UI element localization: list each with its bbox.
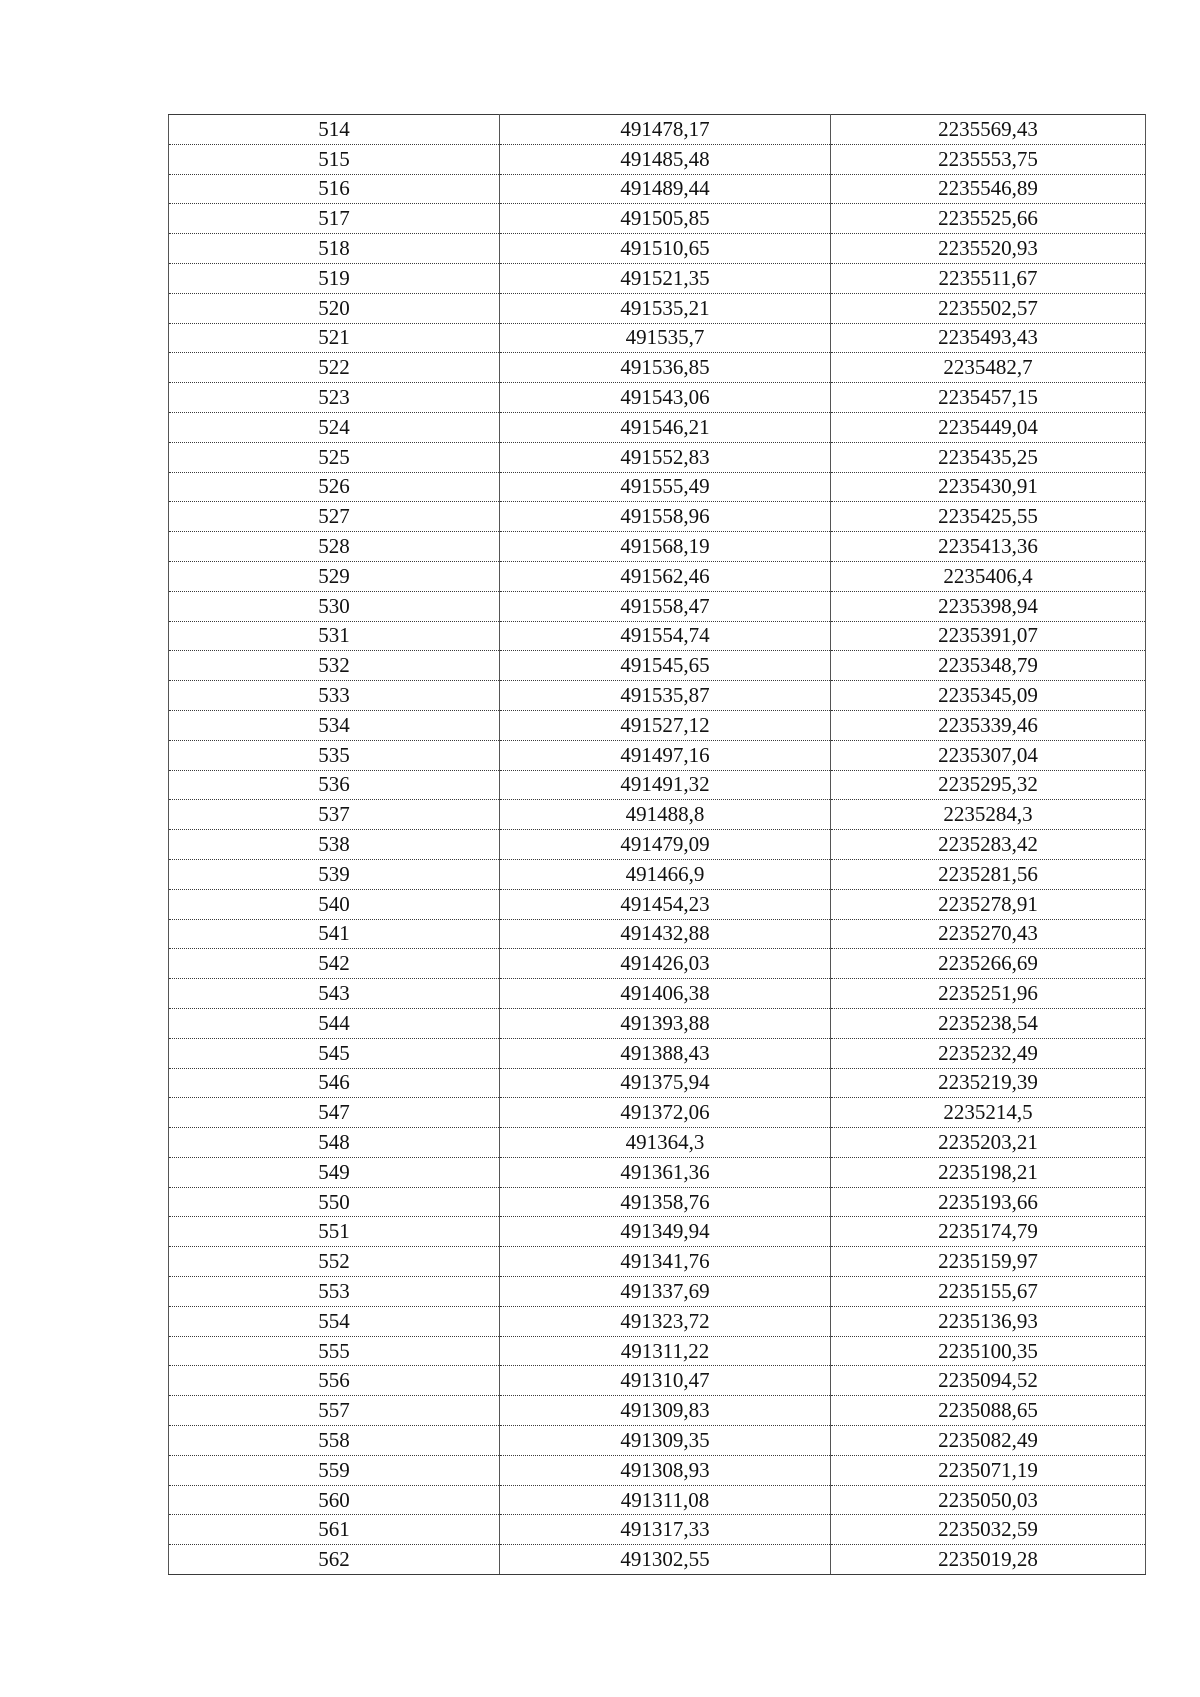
y-coordinate-cell: 2235339,46	[831, 710, 1146, 740]
table-row	[169, 830, 1146, 860]
point-number-cell: 541	[169, 919, 500, 949]
table-row	[169, 1098, 1146, 1128]
point-number-cell: 542	[169, 949, 500, 979]
x-coordinate-cell: 491302,55	[500, 1545, 831, 1575]
y-coordinate-cell: 2235100,35	[831, 1336, 1146, 1366]
y-coordinate-cell: 2235159,97	[831, 1247, 1146, 1277]
point-number-cell: 519	[169, 263, 500, 293]
coordinates-table	[168, 114, 1146, 1575]
table-row	[169, 1247, 1146, 1277]
x-coordinate-cell: 491562,46	[500, 561, 831, 591]
table-row	[169, 472, 1146, 502]
point-number-cell: 517	[169, 204, 500, 234]
y-coordinate-cell: 2235283,42	[831, 830, 1146, 860]
table-row	[169, 502, 1146, 532]
table-row	[169, 591, 1146, 621]
point-number-cell: 546	[169, 1068, 500, 1098]
y-coordinate-cell: 2235391,07	[831, 621, 1146, 651]
table-row	[169, 859, 1146, 889]
y-coordinate-cell: 2235019,28	[831, 1545, 1146, 1575]
table-row	[169, 919, 1146, 949]
x-coordinate-cell: 491510,65	[500, 234, 831, 264]
x-coordinate-cell: 491558,47	[500, 591, 831, 621]
y-coordinate-cell: 2235193,66	[831, 1187, 1146, 1217]
y-coordinate-cell: 2235251,96	[831, 979, 1146, 1009]
point-number-cell: 538	[169, 830, 500, 860]
point-number-cell: 535	[169, 740, 500, 770]
y-coordinate-cell: 2235435,25	[831, 442, 1146, 472]
table-row	[169, 144, 1146, 174]
x-coordinate-cell: 491337,69	[500, 1277, 831, 1307]
y-coordinate-cell: 2235094,52	[831, 1366, 1146, 1396]
point-number-cell: 558	[169, 1426, 500, 1456]
point-number-cell: 531	[169, 621, 500, 651]
table-row	[169, 621, 1146, 651]
point-number-cell: 562	[169, 1545, 500, 1575]
point-number-cell: 554	[169, 1306, 500, 1336]
point-number-cell: 550	[169, 1187, 500, 1217]
x-coordinate-cell: 491546,21	[500, 412, 831, 442]
table-row	[169, 353, 1146, 383]
y-coordinate-cell: 2235430,91	[831, 472, 1146, 502]
y-coordinate-cell: 2235270,43	[831, 919, 1146, 949]
y-coordinate-cell: 2235482,7	[831, 353, 1146, 383]
y-coordinate-cell: 2235345,09	[831, 681, 1146, 711]
x-coordinate-cell: 491317,33	[500, 1515, 831, 1545]
table-row	[169, 1187, 1146, 1217]
y-coordinate-cell: 2235032,59	[831, 1515, 1146, 1545]
x-coordinate-cell: 491545,65	[500, 651, 831, 681]
point-number-cell: 540	[169, 889, 500, 919]
x-coordinate-cell: 491323,72	[500, 1306, 831, 1336]
x-coordinate-cell: 491497,16	[500, 740, 831, 770]
point-number-cell: 523	[169, 383, 500, 413]
y-coordinate-cell: 2235284,3	[831, 800, 1146, 830]
point-number-cell: 561	[169, 1515, 500, 1545]
x-coordinate-cell: 491432,88	[500, 919, 831, 949]
point-number-cell: 560	[169, 1485, 500, 1515]
y-coordinate-cell: 2235155,67	[831, 1277, 1146, 1307]
point-number-cell: 534	[169, 710, 500, 740]
x-coordinate-cell: 491543,06	[500, 383, 831, 413]
y-coordinate-cell: 2235088,65	[831, 1396, 1146, 1426]
table-row	[169, 323, 1146, 353]
y-coordinate-cell: 2235307,04	[831, 740, 1146, 770]
table-row	[169, 561, 1146, 591]
table-row	[169, 979, 1146, 1009]
y-coordinate-cell: 2235050,03	[831, 1485, 1146, 1515]
point-number-cell: 514	[169, 115, 500, 145]
table-row	[169, 293, 1146, 323]
y-coordinate-cell: 2235295,32	[831, 770, 1146, 800]
x-coordinate-cell: 491535,7	[500, 323, 831, 353]
x-coordinate-cell: 491489,44	[500, 174, 831, 204]
table-row	[169, 412, 1146, 442]
table-row	[169, 442, 1146, 472]
point-number-cell: 526	[169, 472, 500, 502]
x-coordinate-cell: 491568,19	[500, 532, 831, 562]
y-coordinate-cell: 2235348,79	[831, 651, 1146, 681]
table-row	[169, 1306, 1146, 1336]
table-row	[169, 770, 1146, 800]
point-number-cell: 559	[169, 1455, 500, 1485]
y-coordinate-cell: 2235457,15	[831, 383, 1146, 413]
x-coordinate-cell: 491311,08	[500, 1485, 831, 1515]
x-coordinate-cell: 491310,47	[500, 1366, 831, 1396]
point-number-cell: 549	[169, 1157, 500, 1187]
point-number-cell: 515	[169, 144, 500, 174]
coordinates-table-container	[168, 114, 1145, 1575]
y-coordinate-cell: 2235238,54	[831, 1008, 1146, 1038]
y-coordinate-cell: 2235219,39	[831, 1068, 1146, 1098]
point-number-cell: 530	[169, 591, 500, 621]
table-row	[169, 1396, 1146, 1426]
point-number-cell: 529	[169, 561, 500, 591]
table-row	[169, 1277, 1146, 1307]
x-coordinate-cell: 491311,22	[500, 1336, 831, 1366]
point-number-cell: 547	[169, 1098, 500, 1128]
x-coordinate-cell: 491536,85	[500, 353, 831, 383]
x-coordinate-cell: 491375,94	[500, 1068, 831, 1098]
x-coordinate-cell: 491406,38	[500, 979, 831, 1009]
table-row	[169, 800, 1146, 830]
point-number-cell: 524	[169, 412, 500, 442]
table-row	[169, 234, 1146, 264]
x-coordinate-cell: 491361,36	[500, 1157, 831, 1187]
point-number-cell: 555	[169, 1336, 500, 1366]
point-number-cell: 557	[169, 1396, 500, 1426]
x-coordinate-cell: 491364,3	[500, 1128, 831, 1158]
point-number-cell: 545	[169, 1038, 500, 1068]
x-coordinate-cell: 491535,21	[500, 293, 831, 323]
point-number-cell: 556	[169, 1366, 500, 1396]
x-coordinate-cell: 491527,12	[500, 710, 831, 740]
x-coordinate-cell: 491552,83	[500, 442, 831, 472]
point-number-cell: 522	[169, 353, 500, 383]
table-row	[169, 532, 1146, 562]
x-coordinate-cell: 491535,87	[500, 681, 831, 711]
point-number-cell: 544	[169, 1008, 500, 1038]
y-coordinate-cell: 2235525,66	[831, 204, 1146, 234]
point-number-cell: 532	[169, 651, 500, 681]
x-coordinate-cell: 491358,76	[500, 1187, 831, 1217]
x-coordinate-cell: 491309,35	[500, 1426, 831, 1456]
table-row	[169, 1515, 1146, 1545]
x-coordinate-cell: 491485,48	[500, 144, 831, 174]
table-row	[169, 949, 1146, 979]
x-coordinate-cell: 491555,49	[500, 472, 831, 502]
x-coordinate-cell: 491349,94	[500, 1217, 831, 1247]
x-coordinate-cell: 491488,8	[500, 800, 831, 830]
y-coordinate-cell: 2235278,91	[831, 889, 1146, 919]
table-row	[169, 1068, 1146, 1098]
y-coordinate-cell: 2235546,89	[831, 174, 1146, 204]
point-number-cell: 516	[169, 174, 500, 204]
y-coordinate-cell: 2235493,43	[831, 323, 1146, 353]
y-coordinate-cell: 2235198,21	[831, 1157, 1146, 1187]
table-row	[169, 1038, 1146, 1068]
point-number-cell: 527	[169, 502, 500, 532]
x-coordinate-cell: 491505,85	[500, 204, 831, 234]
table-row	[169, 1128, 1146, 1158]
table-row	[169, 204, 1146, 234]
x-coordinate-cell: 491558,96	[500, 502, 831, 532]
x-coordinate-cell: 491466,9	[500, 859, 831, 889]
table-row	[169, 710, 1146, 740]
point-number-cell: 525	[169, 442, 500, 472]
table-row	[169, 1336, 1146, 1366]
y-coordinate-cell: 2235511,67	[831, 263, 1146, 293]
y-coordinate-cell: 2235398,94	[831, 591, 1146, 621]
y-coordinate-cell: 2235266,69	[831, 949, 1146, 979]
y-coordinate-cell: 2235203,21	[831, 1128, 1146, 1158]
x-coordinate-cell: 491388,43	[500, 1038, 831, 1068]
table-row	[169, 115, 1146, 145]
x-coordinate-cell: 491478,17	[500, 115, 831, 145]
table-row	[169, 1217, 1146, 1247]
table-row	[169, 1157, 1146, 1187]
point-number-cell: 553	[169, 1277, 500, 1307]
table-row	[169, 651, 1146, 681]
y-coordinate-cell: 2235232,49	[831, 1038, 1146, 1068]
point-number-cell: 536	[169, 770, 500, 800]
table-row	[169, 1545, 1146, 1575]
point-number-cell: 552	[169, 1247, 500, 1277]
x-coordinate-cell: 491341,76	[500, 1247, 831, 1277]
table-row	[169, 174, 1146, 204]
table-row	[169, 1426, 1146, 1456]
x-coordinate-cell: 491393,88	[500, 1008, 831, 1038]
x-coordinate-cell: 491454,23	[500, 889, 831, 919]
x-coordinate-cell: 491309,83	[500, 1396, 831, 1426]
table-row	[169, 1485, 1146, 1515]
x-coordinate-cell: 491372,06	[500, 1098, 831, 1128]
x-coordinate-cell: 491521,35	[500, 263, 831, 293]
point-number-cell: 551	[169, 1217, 500, 1247]
y-coordinate-cell: 2235449,04	[831, 412, 1146, 442]
table-row	[169, 740, 1146, 770]
y-coordinate-cell: 2235071,19	[831, 1455, 1146, 1485]
y-coordinate-cell: 2235502,57	[831, 293, 1146, 323]
table-row	[169, 889, 1146, 919]
point-number-cell: 539	[169, 859, 500, 889]
y-coordinate-cell: 2235425,55	[831, 502, 1146, 532]
coordinates-table-body	[169, 115, 1146, 1575]
y-coordinate-cell: 2235553,75	[831, 144, 1146, 174]
x-coordinate-cell: 491554,74	[500, 621, 831, 651]
point-number-cell: 518	[169, 234, 500, 264]
point-number-cell: 533	[169, 681, 500, 711]
y-coordinate-cell: 2235281,56	[831, 859, 1146, 889]
point-number-cell: 521	[169, 323, 500, 353]
y-coordinate-cell: 2235520,93	[831, 234, 1146, 264]
table-row	[169, 681, 1146, 711]
point-number-cell: 543	[169, 979, 500, 1009]
table-row	[169, 1366, 1146, 1396]
table-row	[169, 1455, 1146, 1485]
y-coordinate-cell: 2235214,5	[831, 1098, 1146, 1128]
y-coordinate-cell: 2235174,79	[831, 1217, 1146, 1247]
x-coordinate-cell: 491308,93	[500, 1455, 831, 1485]
table-row	[169, 1008, 1146, 1038]
x-coordinate-cell: 491491,32	[500, 770, 831, 800]
y-coordinate-cell: 2235569,43	[831, 115, 1146, 145]
y-coordinate-cell: 2235082,49	[831, 1426, 1146, 1456]
x-coordinate-cell: 491426,03	[500, 949, 831, 979]
point-number-cell: 548	[169, 1128, 500, 1158]
y-coordinate-cell: 2235136,93	[831, 1306, 1146, 1336]
point-number-cell: 528	[169, 532, 500, 562]
point-number-cell: 537	[169, 800, 500, 830]
y-coordinate-cell: 2235413,36	[831, 532, 1146, 562]
table-row	[169, 383, 1146, 413]
y-coordinate-cell: 2235406,4	[831, 561, 1146, 591]
point-number-cell: 520	[169, 293, 500, 323]
x-coordinate-cell: 491479,09	[500, 830, 831, 860]
table-row	[169, 263, 1146, 293]
